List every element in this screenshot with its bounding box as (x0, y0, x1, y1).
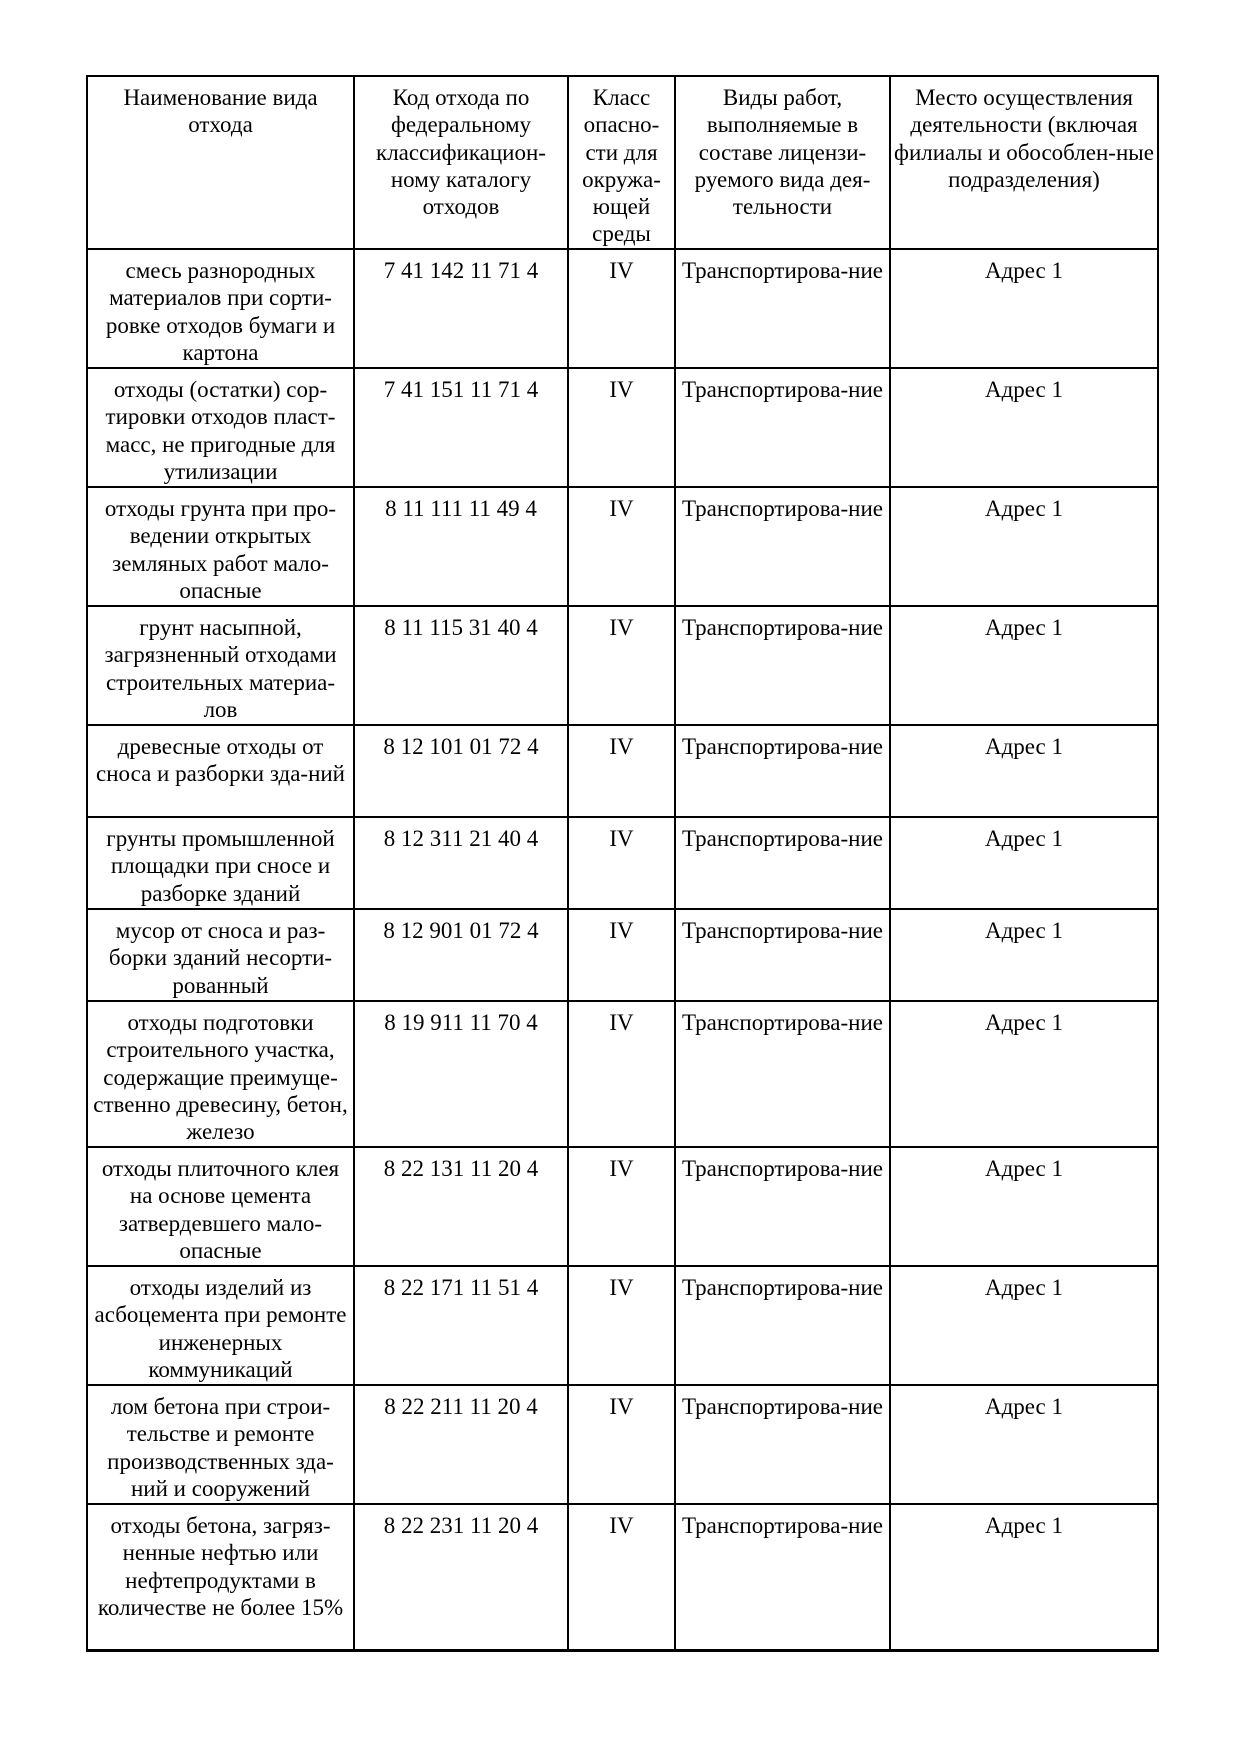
cell-waste-name: отходы подготовки строительного участка, содержащие преимуще-ственно древесину, бетон, железо (87, 1001, 354, 1147)
cell-work-type: Транспортирова-ние (675, 1504, 890, 1650)
table-row (87, 1266, 1158, 1385)
cell-work-type: Транспортирова-ние (675, 487, 890, 606)
cell-activity-place: Адрес 1 (890, 1385, 1158, 1504)
cell-waste-code: 8 12 311 21 40 4 (354, 817, 568, 909)
cell-waste-code: 8 11 111 11 49 4 (354, 487, 568, 606)
cell-activity-place: Адрес 1 (890, 817, 1158, 909)
cell-waste-code: 8 12 101 01 72 4 (354, 725, 568, 817)
table-row (87, 249, 1158, 368)
cell-waste-name: грунт насыпной, загрязненный отходами строительных материа-лов (87, 606, 354, 725)
cell-work-type: Транспортирова-ние (675, 249, 890, 368)
cell-waste-name: отходы грунта при про-ведении открытых земляных работ мало-опасные (87, 487, 354, 606)
table-row (87, 1001, 1158, 1147)
table-row (87, 487, 1158, 606)
cell-work-type: Транспортирова-ние (675, 909, 890, 1001)
cell-waste-code: 7 41 151 11 71 4 (354, 368, 568, 487)
header-waste-name: Наименование вида отхода (87, 76, 354, 249)
cell-hazard-class: IV (568, 1504, 675, 1650)
cell-activity-place: Адрес 1 (890, 368, 1158, 487)
cell-hazard-class: IV (568, 606, 675, 725)
header-activity-place: Место осуществления деятельности (включая филиалы и обособлен-ные подразделения) (890, 76, 1158, 249)
cell-work-type: Транспортирова-ние (675, 1385, 890, 1504)
cell-waste-code: 8 22 171 11 51 4 (354, 1266, 568, 1385)
cell-work-type: Транспортирова-ние (675, 725, 890, 817)
cell-activity-place: Адрес 1 (890, 1266, 1158, 1385)
waste-table (86, 75, 1159, 1652)
cell-waste-code: 8 19 911 11 70 4 (354, 1001, 568, 1147)
table-row (87, 368, 1158, 487)
cell-waste-name: отходы изделий из асбоцемента при ремонте инженерных коммуникаций (87, 1266, 354, 1385)
cell-waste-code: 8 12 901 01 72 4 (354, 909, 568, 1001)
cell-work-type: Транспортирова-ние (675, 1147, 890, 1266)
cell-activity-place: Адрес 1 (890, 909, 1158, 1001)
cell-hazard-class: IV (568, 817, 675, 909)
cell-waste-name: лом бетона при строи-тельстве и ремонте производственных зда-ний и сооружений (87, 1385, 354, 1504)
cell-hazard-class: IV (568, 1001, 675, 1147)
header-hazard-class: Класс опасно-сти для окружа-ющей среды (568, 76, 675, 249)
cell-waste-code: 8 22 131 11 20 4 (354, 1147, 568, 1266)
header-waste-code: Код отхода по федеральному классификацион-ному каталогу отходов (354, 76, 568, 249)
document-page (86, 75, 1157, 1652)
cell-waste-name: мусор от сноса и раз-борки зданий несорти-рованный (87, 909, 354, 1001)
header-work-types: Виды работ, выполняемые в составе лицензи-руемого вида дея-тельности (675, 76, 890, 249)
cell-work-type: Транспортирова-ние (675, 368, 890, 487)
cell-activity-place: Адрес 1 (890, 249, 1158, 368)
cell-hazard-class: IV (568, 368, 675, 487)
table-row (87, 1385, 1158, 1504)
cell-waste-name: отходы бетона, загряз-ненные нефтью или нефтепродуктами в количестве не более 15% (87, 1504, 354, 1650)
cell-waste-code: 8 22 231 11 20 4 (354, 1504, 568, 1650)
cell-waste-code: 8 22 211 11 20 4 (354, 1385, 568, 1504)
cell-work-type: Транспортирова-ние (675, 606, 890, 725)
cell-waste-name: отходы (остатки) сор-тировки отходов пласт-масс, не пригодные для утилизации (87, 368, 354, 487)
cell-waste-name: смесь разнородных материалов при сорти-ровке отходов бумаги и картона (87, 249, 354, 368)
cell-activity-place: Адрес 1 (890, 487, 1158, 606)
cell-hazard-class: IV (568, 725, 675, 817)
cell-waste-name: грунты промышленной площадки при сносе и разборке зданий (87, 817, 354, 909)
table-row (87, 1504, 1158, 1650)
cell-hazard-class: IV (568, 1147, 675, 1266)
cell-activity-place: Адрес 1 (890, 725, 1158, 817)
cell-activity-place: Адрес 1 (890, 1504, 1158, 1650)
cell-activity-place: Адрес 1 (890, 606, 1158, 725)
cell-hazard-class: IV (568, 1385, 675, 1504)
cell-work-type: Транспортирова-ние (675, 1266, 890, 1385)
table-row (87, 1147, 1158, 1266)
cell-waste-code: 8 11 115 31 40 4 (354, 606, 568, 725)
cell-activity-place: Адрес 1 (890, 1147, 1158, 1266)
cell-activity-place: Адрес 1 (890, 1001, 1158, 1147)
cell-hazard-class: IV (568, 249, 675, 368)
table-row (87, 606, 1158, 725)
cell-work-type: Транспортирова-ние (675, 817, 890, 909)
table-row (87, 725, 1158, 817)
table-header-row (87, 76, 1158, 249)
cell-hazard-class: IV (568, 487, 675, 606)
cell-waste-name: отходы плиточного клея на основе цемента затвердевшего мало-опасные (87, 1147, 354, 1266)
cell-waste-name: древесные отходы от сноса и разборки зда-ний (87, 725, 354, 817)
table-row (87, 817, 1158, 909)
cell-work-type: Транспортирова-ние (675, 1001, 890, 1147)
cell-hazard-class: IV (568, 1266, 675, 1385)
table-row (87, 909, 1158, 1001)
cell-waste-code: 7 41 142 11 71 4 (354, 249, 568, 368)
cell-hazard-class: IV (568, 909, 675, 1001)
